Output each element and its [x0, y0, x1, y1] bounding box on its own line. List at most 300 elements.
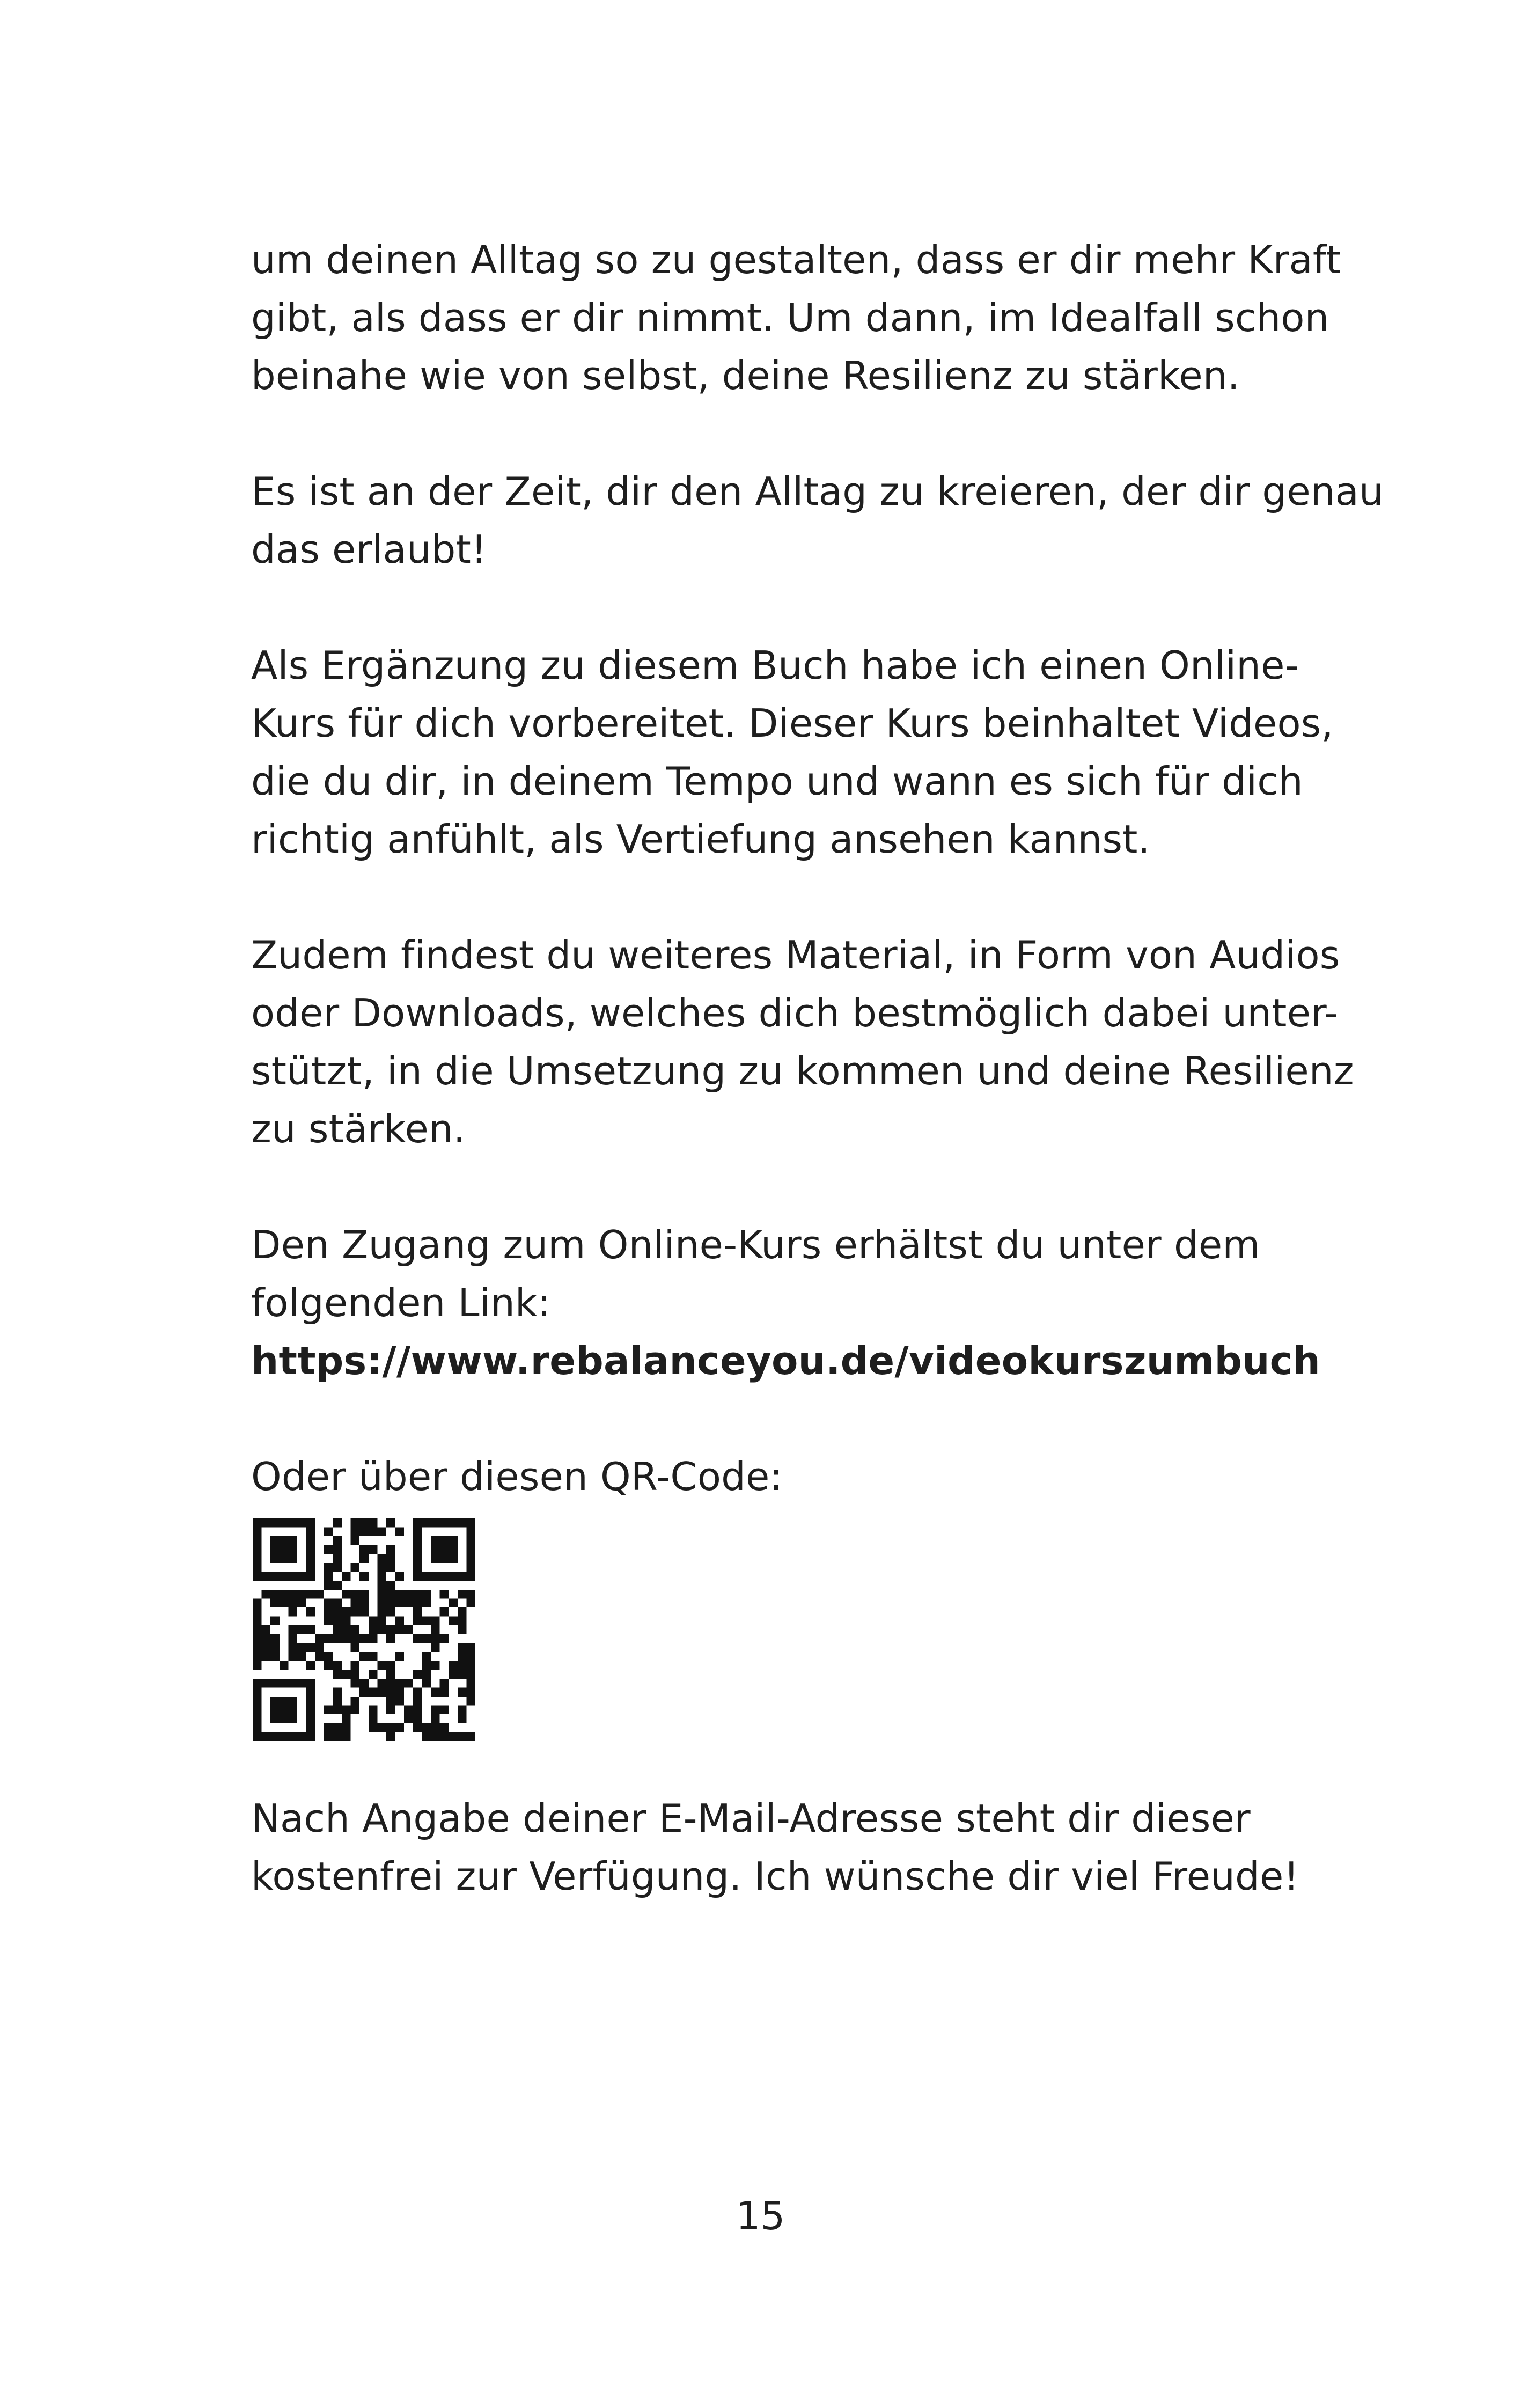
qr-module	[359, 1634, 369, 1643]
qr-module	[351, 1528, 360, 1537]
qr-module	[297, 1643, 306, 1652]
paragraph-intro	[251, 231, 1341, 405]
qr-module	[262, 1643, 271, 1652]
qr-module	[324, 1581, 333, 1590]
qr-module	[431, 1572, 440, 1581]
qr-module	[351, 1634, 360, 1643]
qr-module	[386, 1598, 395, 1607]
text-line: kostenfrei zur Verfügung. Ich wünsche dir viel Freude!	[251, 1854, 1299, 1899]
qr-module	[359, 1572, 369, 1581]
qr-module	[342, 1617, 351, 1626]
qr-module	[422, 1617, 431, 1626]
qr-module	[377, 1687, 386, 1697]
qr-module	[466, 1590, 475, 1599]
qr-module	[369, 1625, 378, 1634]
qr-module	[297, 1598, 306, 1607]
paragraph-time	[251, 462, 1384, 578]
qr-module	[253, 1706, 262, 1715]
qr-module	[466, 1545, 475, 1554]
qr-module	[333, 1518, 342, 1528]
qr-module	[386, 1706, 395, 1715]
qr-module	[377, 1572, 386, 1581]
qr-module	[413, 1536, 422, 1545]
qr-module	[413, 1723, 422, 1732]
qr-module	[306, 1679, 315, 1688]
qr-module	[324, 1732, 333, 1741]
qr-module	[315, 1643, 324, 1652]
qr-module	[395, 1687, 405, 1697]
qr-module	[440, 1590, 449, 1599]
qr-module	[342, 1732, 351, 1741]
qr-module	[440, 1732, 449, 1741]
qr-module	[466, 1528, 475, 1537]
qr-module	[324, 1572, 333, 1581]
qr-module	[369, 1545, 378, 1554]
qr-module	[395, 1617, 405, 1626]
qr-module	[288, 1634, 297, 1643]
qr-module	[270, 1697, 280, 1706]
qr-module	[440, 1572, 449, 1581]
qr-module	[253, 1687, 262, 1697]
qr-module	[404, 1679, 413, 1688]
qr-module	[422, 1572, 431, 1581]
qr-module	[333, 1554, 342, 1563]
qr-module	[440, 1607, 449, 1617]
qr-module	[359, 1528, 369, 1537]
qr-module	[422, 1590, 431, 1599]
qr-module	[253, 1518, 262, 1528]
qr-module	[386, 1581, 395, 1590]
qr-module	[377, 1679, 386, 1688]
qr-module	[431, 1634, 440, 1643]
qr-module	[253, 1679, 262, 1688]
qr-module	[342, 1625, 351, 1634]
qr-module	[369, 1617, 378, 1626]
qr-module	[466, 1518, 475, 1528]
qr-module	[297, 1518, 306, 1528]
qr-module	[431, 1545, 440, 1554]
qr-module	[431, 1625, 440, 1634]
qr-module	[288, 1714, 297, 1723]
qr-module	[253, 1598, 262, 1607]
qr-module	[288, 1697, 297, 1706]
paragraph-material	[251, 926, 1354, 1158]
qr-module	[431, 1706, 440, 1715]
qr-module	[395, 1697, 405, 1706]
qr-module	[262, 1518, 271, 1528]
text-line: richtig anfühlt, als Vertiefung ansehen kannst.	[251, 817, 1150, 862]
qr-module	[270, 1572, 280, 1581]
qr-module	[253, 1607, 262, 1617]
qr-module	[422, 1661, 431, 1670]
qr-module	[458, 1643, 467, 1652]
qr-module	[440, 1518, 449, 1528]
qr-module	[440, 1723, 449, 1732]
qr-module	[288, 1598, 297, 1607]
qr-module	[369, 1706, 378, 1715]
qr-module	[369, 1528, 378, 1537]
qr-module	[324, 1661, 333, 1670]
qr-module	[270, 1634, 280, 1643]
qr-module	[342, 1706, 351, 1715]
qr-module	[413, 1572, 422, 1581]
qr-module	[280, 1572, 289, 1581]
qr-module	[431, 1723, 440, 1732]
qr-module	[377, 1563, 386, 1572]
qr-module	[431, 1536, 440, 1545]
qr-module	[386, 1732, 395, 1741]
qr-module	[306, 1572, 315, 1581]
qr-module	[377, 1554, 386, 1563]
qr-module	[253, 1545, 262, 1554]
text-line: gibt, als dass er dir nimmt. Um dann, im Idealfall schon	[251, 295, 1329, 340]
qr-module	[270, 1679, 280, 1688]
qr-module	[369, 1670, 378, 1679]
qr-module	[413, 1607, 422, 1617]
text-line: die du dir, in deinem Tempo und wann es sich für dich	[251, 759, 1303, 804]
qr-module	[449, 1554, 458, 1563]
qr-module	[342, 1670, 351, 1679]
qr-module	[288, 1590, 297, 1599]
qr-module	[413, 1687, 422, 1697]
qr-module	[297, 1572, 306, 1581]
qr-module	[333, 1723, 342, 1732]
qr-module	[359, 1518, 369, 1528]
qr-module	[342, 1723, 351, 1732]
qr-module	[324, 1634, 333, 1643]
qr-module	[377, 1625, 386, 1634]
qr-module	[440, 1536, 449, 1545]
qr-module	[288, 1545, 297, 1554]
qr-module	[413, 1545, 422, 1554]
paragraph-qr-intro	[251, 1448, 783, 1506]
qr-module	[306, 1625, 315, 1634]
qr-module	[351, 1518, 360, 1528]
qr-module	[315, 1590, 324, 1599]
qr-module	[422, 1670, 431, 1679]
qr-module	[440, 1554, 449, 1563]
qr-module	[466, 1732, 475, 1741]
qr-module	[351, 1590, 360, 1599]
qr-module	[351, 1679, 360, 1688]
qr-module	[369, 1518, 378, 1528]
qr-module	[253, 1554, 262, 1563]
qr-module	[404, 1598, 413, 1607]
qr-module	[306, 1706, 315, 1715]
qr-module	[333, 1634, 342, 1643]
qr-module	[280, 1661, 289, 1670]
qr-module	[395, 1598, 405, 1607]
qr-module	[386, 1625, 395, 1634]
qr-module	[351, 1536, 360, 1545]
qr-module	[333, 1706, 342, 1715]
qr-module	[413, 1617, 422, 1626]
qr-module	[262, 1572, 271, 1581]
qr-module	[377, 1661, 386, 1670]
qr-module	[324, 1706, 333, 1715]
paragraph-access	[251, 1216, 1320, 1390]
qr-module	[253, 1697, 262, 1706]
text-line: um deinen Alltag so zu gestalten, dass er dir mehr Kraft	[251, 237, 1341, 282]
qr-module	[449, 1732, 458, 1741]
qr-module	[342, 1607, 351, 1617]
qr-module	[386, 1670, 395, 1679]
qr-module	[270, 1598, 280, 1607]
text-line: folgenden Link:	[251, 1280, 551, 1325]
qr-module	[359, 1679, 369, 1688]
qr-module	[431, 1554, 440, 1563]
qr-module	[386, 1563, 395, 1572]
qr-module	[297, 1590, 306, 1599]
paragraph-closing	[251, 1789, 1299, 1905]
qr-module	[395, 1652, 405, 1661]
paragraph-online-course	[251, 636, 1334, 868]
qr-module	[422, 1723, 431, 1732]
qr-module	[333, 1607, 342, 1617]
qr-module	[413, 1518, 422, 1528]
qr-module	[262, 1732, 271, 1741]
qr-module	[288, 1536, 297, 1545]
qr-module	[306, 1723, 315, 1732]
qr-module	[466, 1687, 475, 1697]
qr-module	[458, 1572, 467, 1581]
qr-module	[253, 1723, 262, 1732]
qr-module	[324, 1563, 333, 1572]
qr-module	[359, 1598, 369, 1607]
qr-module	[288, 1518, 297, 1528]
qr-module	[386, 1679, 395, 1688]
qr-module	[306, 1643, 315, 1652]
qr-code-icon[interactable]	[253, 1518, 475, 1741]
qr-module	[270, 1643, 280, 1652]
qr-module	[280, 1545, 289, 1554]
qr-module	[359, 1652, 369, 1661]
qr-module	[413, 1706, 422, 1715]
qr-module	[333, 1625, 342, 1634]
text-line: Nach Angabe deiner E-Mail-Adresse steht dir dieser	[251, 1796, 1251, 1841]
text-line: Als Ergänzung zu diesem Buch habe ich einen Online-	[251, 643, 1299, 688]
qr-module	[466, 1679, 475, 1688]
qr-module	[422, 1679, 431, 1688]
qr-module	[359, 1554, 369, 1563]
qr-module	[333, 1670, 342, 1679]
qr-module	[324, 1545, 333, 1554]
qr-module	[253, 1617, 262, 1626]
qr-module	[270, 1536, 280, 1545]
qr-module	[280, 1598, 289, 1607]
qr-module	[449, 1536, 458, 1545]
qr-module	[280, 1732, 289, 1741]
qr-module	[458, 1617, 467, 1626]
qr-module	[466, 1572, 475, 1581]
qr-module	[342, 1590, 351, 1599]
qr-module	[288, 1625, 297, 1634]
text-line: Es ist an der Zeit, dir den Alltag zu kreieren, der dir genau	[251, 469, 1384, 514]
qr-module	[253, 1536, 262, 1545]
qr-module	[306, 1554, 315, 1563]
qr-module	[288, 1643, 297, 1652]
qr-module	[351, 1625, 360, 1634]
qr-module	[280, 1706, 289, 1715]
qr-module	[458, 1714, 467, 1723]
qr-module	[315, 1652, 324, 1661]
qr-module	[422, 1732, 431, 1741]
qr-module	[262, 1590, 271, 1599]
qr-module	[288, 1572, 297, 1581]
qr-module	[270, 1518, 280, 1528]
qr-module	[324, 1598, 333, 1607]
qr-module	[395, 1625, 405, 1634]
qr-module	[333, 1536, 342, 1545]
qr-module	[466, 1652, 475, 1661]
qr-module	[253, 1652, 262, 1661]
qr-module	[306, 1732, 315, 1741]
qr-module	[351, 1563, 360, 1572]
qr-module	[306, 1545, 315, 1554]
qr-module	[253, 1625, 262, 1634]
qr-module	[306, 1687, 315, 1697]
qr-module	[377, 1528, 386, 1537]
qr-module	[306, 1697, 315, 1706]
qr-module	[270, 1545, 280, 1554]
qr-module	[369, 1723, 378, 1732]
qr-module	[342, 1634, 351, 1643]
qr-module	[288, 1607, 297, 1617]
qr-module	[440, 1679, 449, 1688]
qr-module	[449, 1598, 458, 1607]
qr-module	[458, 1706, 467, 1715]
qr-module	[369, 1652, 378, 1661]
qr-module	[431, 1714, 440, 1723]
qr-module	[449, 1572, 458, 1581]
qr-module	[324, 1652, 333, 1661]
qr-module	[386, 1687, 395, 1697]
qr-module	[288, 1706, 297, 1715]
qr-module	[404, 1590, 413, 1599]
qr-module	[458, 1518, 467, 1528]
course-link[interactable]: https://www.rebalanceyou.de/videokurszumbuch	[251, 1338, 1321, 1383]
qr-module	[449, 1661, 458, 1670]
qr-module	[297, 1652, 306, 1661]
qr-module	[306, 1518, 315, 1528]
qr-module	[458, 1625, 467, 1634]
page-number: 15	[736, 2193, 785, 2238]
qr-module	[386, 1607, 395, 1617]
qr-module	[413, 1634, 422, 1643]
qr-module	[333, 1617, 342, 1626]
text-line: zu stärken.	[251, 1106, 466, 1151]
qr-module	[395, 1723, 405, 1732]
qr-module	[333, 1661, 342, 1670]
qr-module	[297, 1732, 306, 1741]
qr-module	[404, 1625, 413, 1634]
qr-module	[466, 1598, 475, 1607]
text-line: das erlaubt!	[251, 527, 487, 572]
qr-module	[306, 1528, 315, 1537]
qr-module	[386, 1634, 395, 1643]
qr-module	[395, 1528, 405, 1537]
qr-module	[449, 1670, 458, 1679]
qr-module	[386, 1661, 395, 1670]
qr-module	[333, 1598, 342, 1607]
qr-module	[369, 1634, 378, 1643]
qr-module	[449, 1518, 458, 1528]
text-line: Kurs für dich vorbereitet. Dieser Kurs beinhaltet Videos,	[251, 701, 1334, 746]
qr-module	[288, 1554, 297, 1563]
qr-module	[413, 1590, 422, 1599]
qr-module	[386, 1545, 395, 1554]
qr-module	[422, 1598, 431, 1607]
qr-module	[359, 1590, 369, 1599]
qr-module	[270, 1652, 280, 1661]
qr-module	[324, 1528, 333, 1537]
qr-module	[280, 1697, 289, 1706]
qr-module	[386, 1554, 395, 1563]
qr-module	[351, 1670, 360, 1679]
qr-module	[458, 1652, 467, 1661]
qr-module	[306, 1563, 315, 1572]
qr-module	[253, 1563, 262, 1572]
qr-module	[466, 1536, 475, 1545]
qr-module	[422, 1518, 431, 1528]
qr-module	[315, 1634, 324, 1643]
qr-module	[351, 1706, 360, 1715]
qr-module	[386, 1723, 395, 1732]
qr-module	[395, 1572, 405, 1581]
qr-module	[262, 1679, 271, 1688]
qr-module	[324, 1617, 333, 1626]
text-line: oder Downloads, welches dich bestmöglich dabei unter-	[251, 990, 1339, 1036]
qr-module	[466, 1670, 475, 1679]
qr-module	[413, 1563, 422, 1572]
qr-module	[324, 1723, 333, 1732]
qr-module	[431, 1661, 440, 1670]
qr-module	[466, 1643, 475, 1652]
qr-module	[288, 1732, 297, 1741]
qr-module	[395, 1679, 405, 1688]
qr-module	[297, 1625, 306, 1634]
qr-module	[458, 1670, 467, 1679]
qr-module	[262, 1652, 271, 1661]
qr-module	[377, 1598, 386, 1607]
qr-module	[413, 1714, 422, 1723]
text-line: Oder über diesen QR-Code:	[251, 1454, 783, 1499]
qr-module	[262, 1625, 271, 1634]
qr-module	[262, 1634, 271, 1643]
qr-module	[404, 1714, 413, 1723]
qr-module	[351, 1661, 360, 1670]
qr-module	[440, 1706, 449, 1715]
qr-module	[431, 1643, 440, 1652]
qr-module	[413, 1554, 422, 1563]
qr-module	[333, 1563, 342, 1572]
qr-module	[466, 1563, 475, 1572]
qr-module	[270, 1714, 280, 1723]
qr-module	[288, 1679, 297, 1688]
qr-module	[280, 1554, 289, 1563]
qr-module	[377, 1723, 386, 1732]
qr-module	[359, 1607, 369, 1617]
qr-module	[253, 1732, 262, 1741]
qr-module	[324, 1607, 333, 1617]
qr-module	[280, 1590, 289, 1599]
qr-module	[297, 1679, 306, 1688]
qr-module	[333, 1732, 342, 1741]
qr-module	[377, 1590, 386, 1599]
qr-module	[253, 1528, 262, 1537]
qr-module	[351, 1607, 360, 1617]
qr-module	[466, 1661, 475, 1670]
